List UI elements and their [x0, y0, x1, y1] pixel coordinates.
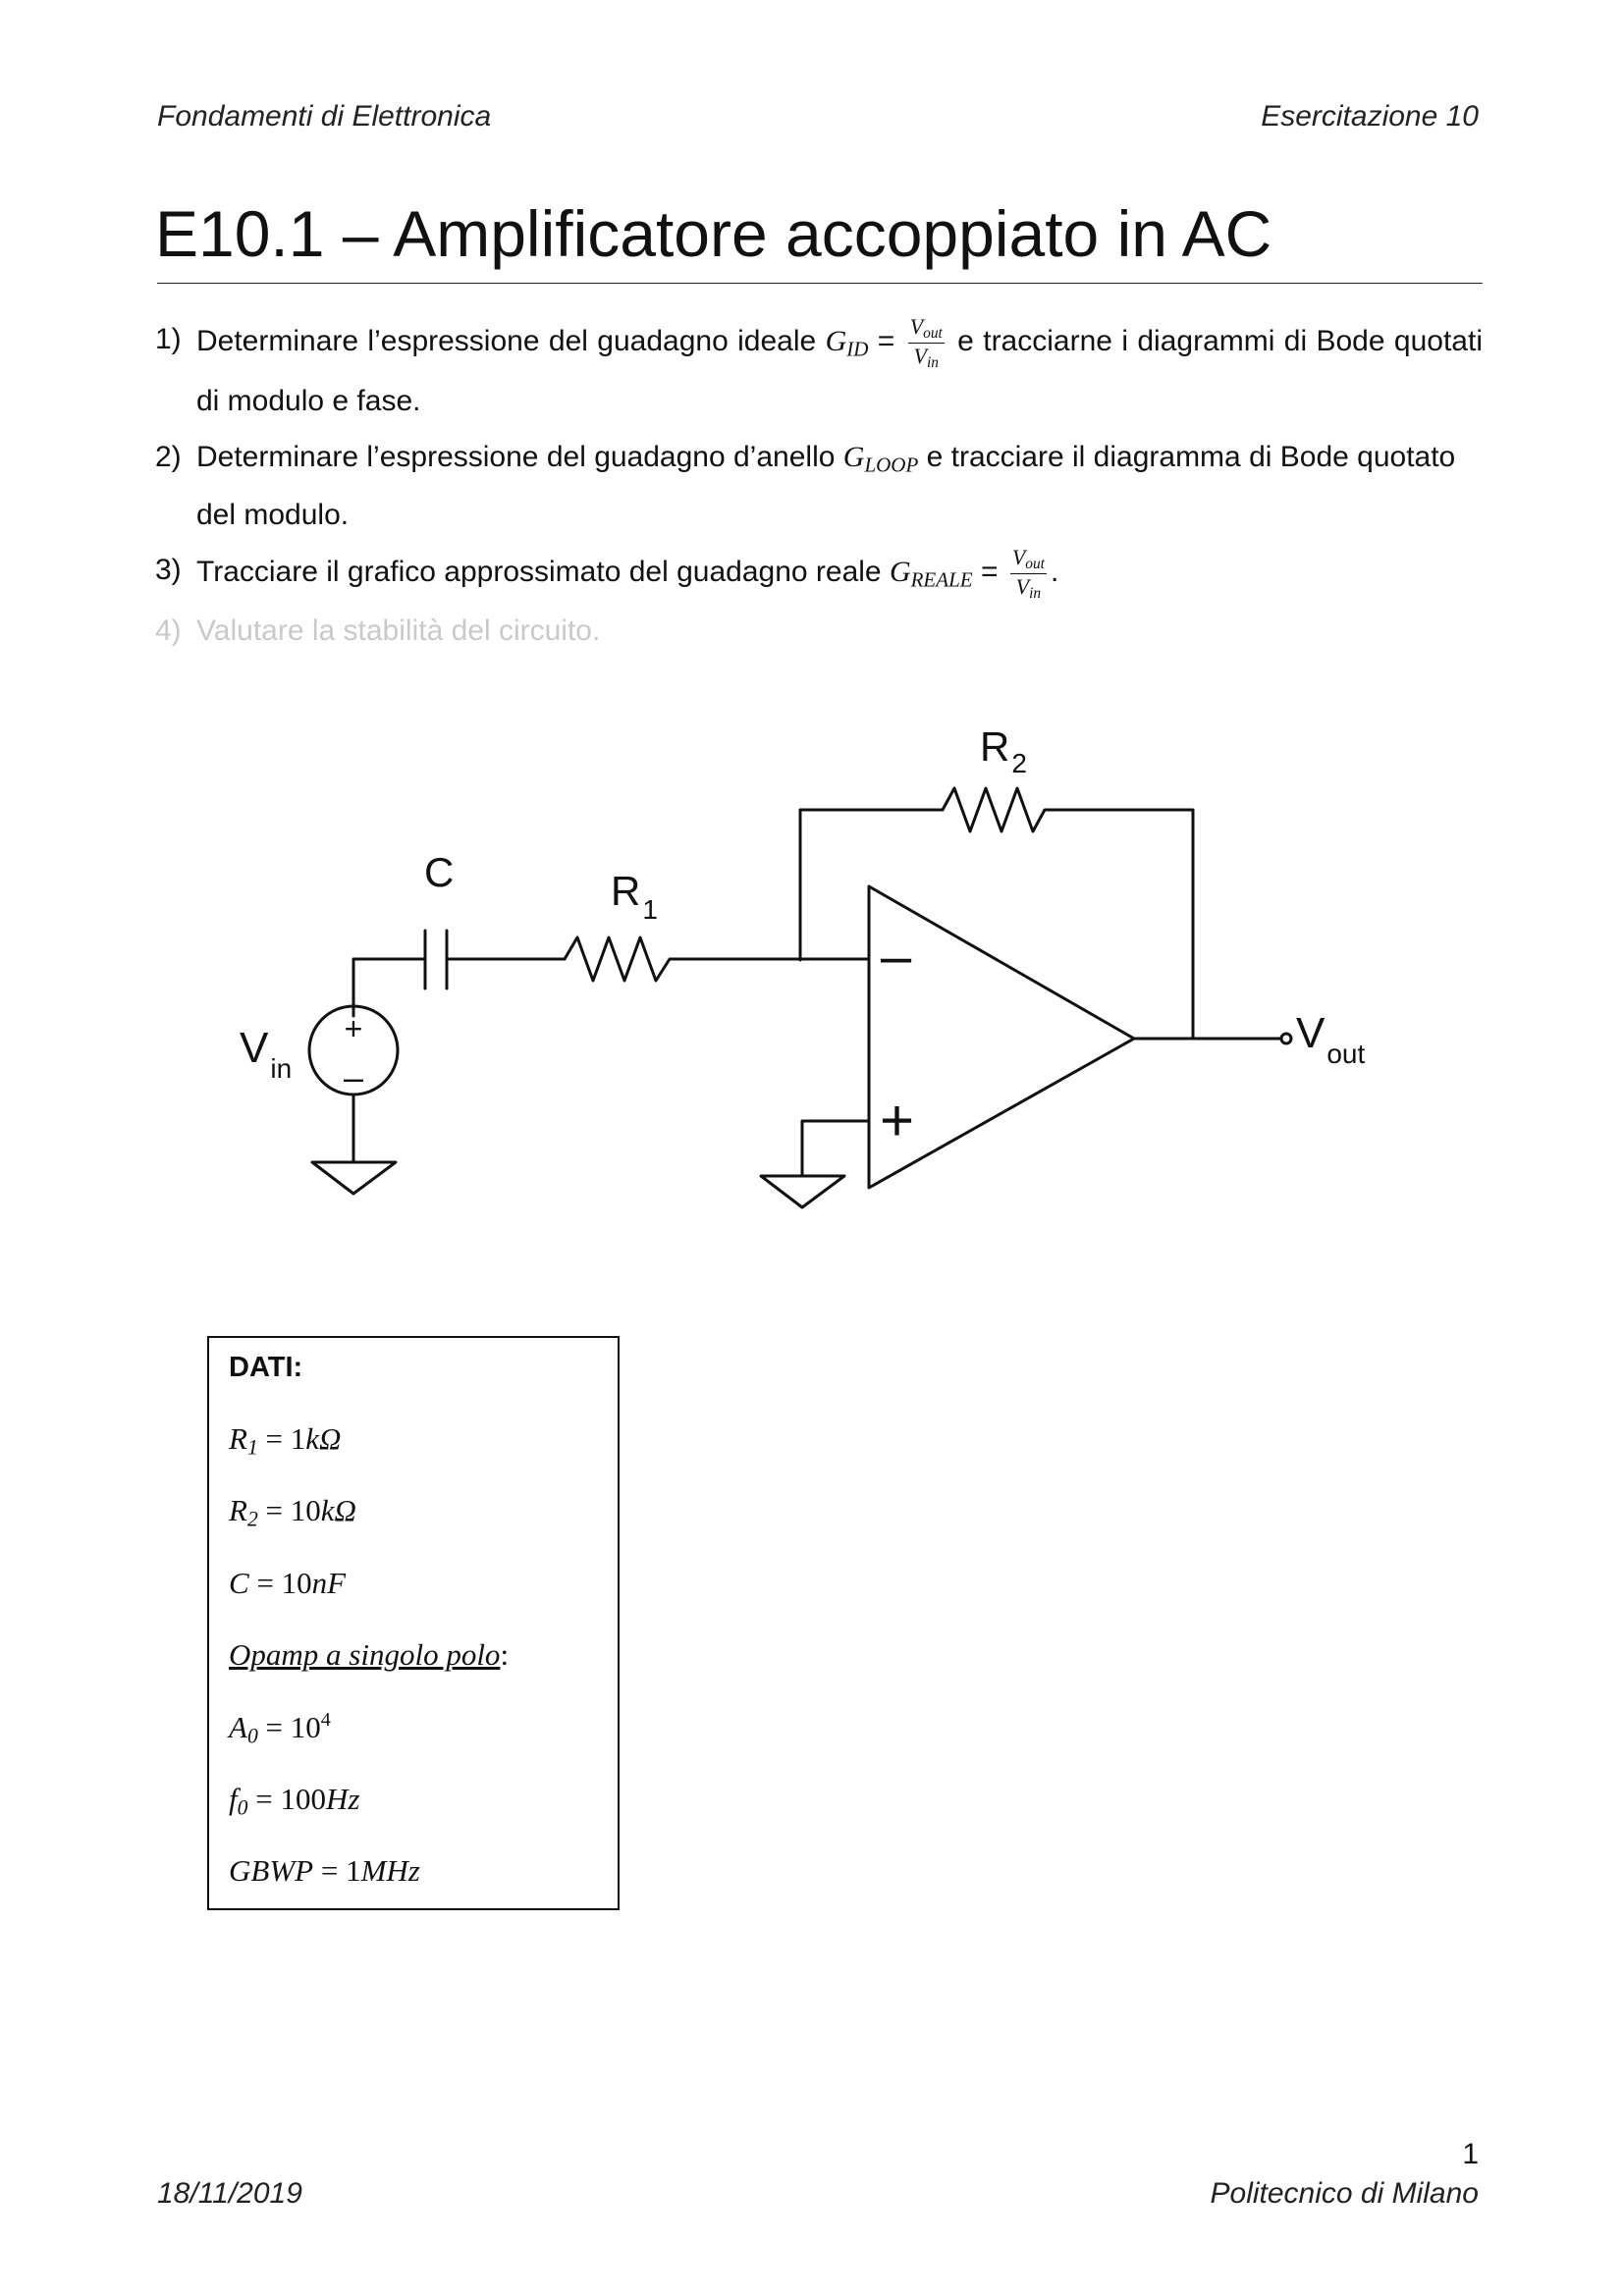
data-r2: $R_2 = 10k\Omega$ — [229, 1493, 356, 1531]
ground-symbol-opamp — [761, 1176, 844, 1207]
r2-label: $R_2$ — [980, 723, 1027, 778]
page-title: E10.1 – Amplificatore accoppiato in AC — [155, 197, 1272, 270]
task-2: 2) Determinare l’espressione del guadagno d’anello $G_{LOOP}$ e tracciare il diagramma di Bode quotato del modulo. — [157, 432, 1483, 541]
data-f0: $f_0 = 100Hz$ — [229, 1782, 360, 1820]
page-number: 1 — [1462, 2138, 1479, 2170]
data-opamp-heading: Opamp a singolo polo: — [229, 1637, 510, 1672]
task-1: 1) Determinare l’espressione del guadagno ideale $G_{ID}$ = $\frac{V_{out}}{V_{in}}$ e tracciarne i diagrammi di Bode quotati di modulo e fase. — [155, 314, 1483, 418]
source-minus: – — [343, 1057, 364, 1097]
output-terminal — [1281, 1034, 1291, 1043]
task-3: 3) Tracciare il grafico approssimato del guadagno reale $G_{REALE}$ = $\frac{V_{out}}{V_{in}}$ . — [155, 545, 1059, 602]
header-exercise: Esercitazione 10 — [1261, 100, 1479, 133]
footer-institution: Politecnico di Milano — [1210, 2177, 1479, 2210]
inverting-sign: – — [881, 925, 912, 987]
data-r1: $R_1 = 1k\Omega$ — [229, 1421, 342, 1460]
data-a0: $A_0 = 10^4$ — [229, 1709, 331, 1748]
task-4: 4) Valutare la stabilità del circuito. — [157, 606, 1483, 657]
noninverting-sign: + — [880, 1088, 915, 1153]
ground-symbol-source — [312, 1162, 396, 1194]
header-course: Fondamenti di Elettronica — [157, 100, 492, 133]
r1-resistor — [565, 937, 677, 981]
data-box — [207, 1336, 620, 1910]
task-number: 3) — [155, 554, 182, 587]
gain-fraction: $\frac{V_{out}}{V_{in}}$ — [909, 314, 943, 371]
task-number: 2) — [155, 441, 182, 474]
task-number: 1) — [155, 323, 182, 355]
c-label: C — [424, 849, 455, 895]
r1-label: $R_1$ — [611, 868, 658, 925]
source-plus: + — [344, 1011, 363, 1046]
r2-resistor — [943, 788, 1055, 831]
vout-label: $V_{out}$ — [1296, 1009, 1366, 1069]
data-title: DATI: — [229, 1352, 303, 1383]
footer-date: 18/11/2019 — [157, 2177, 302, 2210]
noninverting-wire — [802, 1121, 869, 1176]
gain-fraction: $\frac{V_{out}}{V_{in}}$ — [1011, 545, 1045, 602]
vin-label: $V_{in}$ — [240, 1024, 293, 1084]
feedback-wire-left — [800, 810, 943, 960]
data-gbwp: GBWP = 1MHz — [229, 1853, 420, 1888]
task-number: 4) — [155, 614, 182, 647]
data-c: C = 10nF — [229, 1566, 347, 1600]
